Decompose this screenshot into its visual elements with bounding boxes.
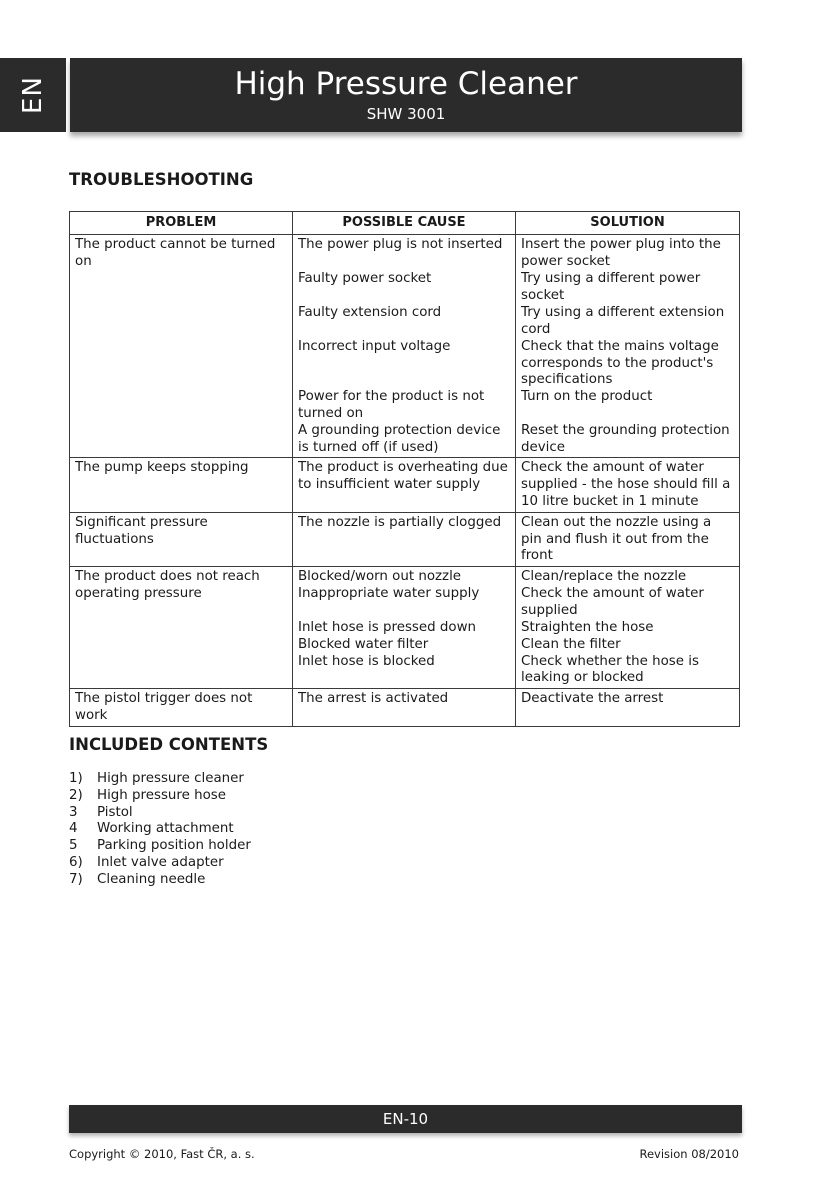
language-tab — [0, 58, 66, 132]
solution-text: Try using a different extension cord — [521, 304, 725, 337]
list-item — [69, 821, 251, 838]
problem-cell — [70, 234, 293, 458]
cause-text: Faulty extension cord — [298, 304, 442, 320]
table-row — [70, 512, 740, 566]
troubleshooting-table — [69, 211, 740, 727]
item-text: Parking position holder — [97, 838, 251, 854]
solution-text: Clean/replace the nozzle — [521, 569, 687, 585]
problem-cell — [70, 689, 293, 727]
solution-cell — [516, 512, 740, 566]
cause-text: The power plug is not inserted — [298, 236, 503, 252]
list-item — [69, 805, 251, 822]
item-text: Cleaning needle — [97, 871, 206, 887]
list-item — [69, 788, 251, 805]
solution-text: Deactivate the arrest — [521, 691, 664, 707]
solution-cell — [516, 234, 740, 458]
cause-text: The product is overheating due to insufficient water supply — [298, 460, 508, 493]
copyright-text: Copyright © 2010, Fast ČR, a. s. — [69, 1147, 255, 1161]
item-text: Working attachment — [97, 821, 234, 837]
table-row — [70, 567, 740, 689]
cause-text: The arrest is activated — [298, 691, 449, 707]
page-header — [70, 58, 742, 132]
solution-text: Insert the power plug into the power socket — [521, 236, 721, 269]
problem-text: The product does not reach operating pressure — [75, 569, 260, 601]
cause-text: Blocked/worn out nozzle — [298, 569, 462, 585]
item-text: Inlet valve adapter — [97, 854, 224, 870]
column-header-cause: POSSIBLE CAUSE — [293, 212, 516, 235]
cause-text: Inlet hose is pressed down — [298, 619, 477, 635]
solution-text: Straighten the hose — [521, 619, 654, 635]
revision-text: Revision 08/2010 — [639, 1147, 739, 1161]
item-text: High pressure hose — [97, 787, 227, 803]
solution-text: Clean the filter — [521, 636, 621, 652]
cause-cell — [293, 234, 516, 458]
cause-text: Inlet hose is blocked — [298, 653, 435, 669]
item-number: 6) — [69, 854, 83, 870]
table-header-row — [70, 212, 740, 235]
item-text: Pistol — [97, 804, 133, 820]
item-number: 5 — [69, 838, 78, 854]
solution-text: Reset the grounding protection device — [521, 422, 730, 455]
page-number-bar — [69, 1105, 742, 1133]
item-number: 3 — [69, 804, 78, 820]
table-row — [70, 458, 740, 512]
cause-text: Incorrect input voltage — [298, 338, 451, 354]
troubleshooting-heading: TROUBLESHOOTING — [69, 170, 254, 189]
page-number: EN-10 — [382, 1110, 429, 1128]
item-text: High pressure cleaner — [97, 771, 244, 786]
item-number: 7) — [69, 871, 83, 887]
problem-text: The pump keeps stopping — [75, 460, 249, 476]
item-number: 4 — [69, 821, 78, 837]
list-item — [69, 872, 251, 889]
solution-text: Check whether the hose is leaking or blocked — [521, 653, 699, 686]
cause-cell — [293, 567, 516, 689]
solution-cell — [516, 458, 740, 512]
solution-text: Check the amount of water supplied - the hose should fill a 10 litre bucket in 1 minute — [521, 460, 731, 509]
problem-cell — [70, 567, 293, 689]
problem-text: The product cannot be turned on — [75, 236, 276, 269]
table-row — [70, 234, 740, 458]
page-title: High Pressure Cleaner — [234, 66, 578, 102]
cause-cell — [293, 689, 516, 727]
column-header-solution: SOLUTION — [516, 212, 740, 235]
cause-text: The nozzle is partially clogged — [298, 514, 502, 530]
solution-text: Clean out the nozzle using a pin and flush it out from the front — [521, 514, 712, 564]
cause-text: Power for the product is not turned on — [298, 388, 485, 421]
language-label: EN — [18, 76, 48, 114]
solution-text: Try using a different power socket — [521, 270, 701, 303]
problem-text: The pistol trigger does not work — [75, 691, 253, 723]
table-row — [70, 689, 740, 727]
column-header-problem: PROBLEM — [70, 212, 293, 235]
contents-list — [69, 771, 251, 889]
problem-text: Significant pressure fluctuations — [75, 514, 208, 547]
contents-heading: INCLUDED CONTENTS — [69, 735, 269, 754]
list-item — [69, 771, 251, 788]
solution-text: Turn on the product — [521, 388, 653, 404]
list-item — [69, 838, 251, 855]
cause-text: Inappropriate water supply — [298, 585, 480, 601]
solution-cell — [516, 689, 740, 727]
cause-text: Faulty power socket — [298, 270, 432, 286]
cause-text: A grounding protection device is turned off (if used) — [298, 422, 501, 455]
list-item — [69, 855, 251, 872]
item-number: 2) — [69, 787, 83, 803]
solution-text: Check the amount of water supplied — [521, 585, 704, 618]
model-number: SHW 3001 — [366, 105, 446, 123]
cause-cell — [293, 512, 516, 566]
solution-text: Check that the mains voltage corresponds to the product's specifications — [521, 338, 719, 388]
cause-text: Blocked water filter — [298, 636, 429, 652]
solution-cell — [516, 567, 740, 689]
item-number: 1) — [69, 771, 83, 786]
problem-cell — [70, 512, 293, 566]
cause-cell — [293, 458, 516, 512]
problem-cell — [70, 458, 293, 512]
